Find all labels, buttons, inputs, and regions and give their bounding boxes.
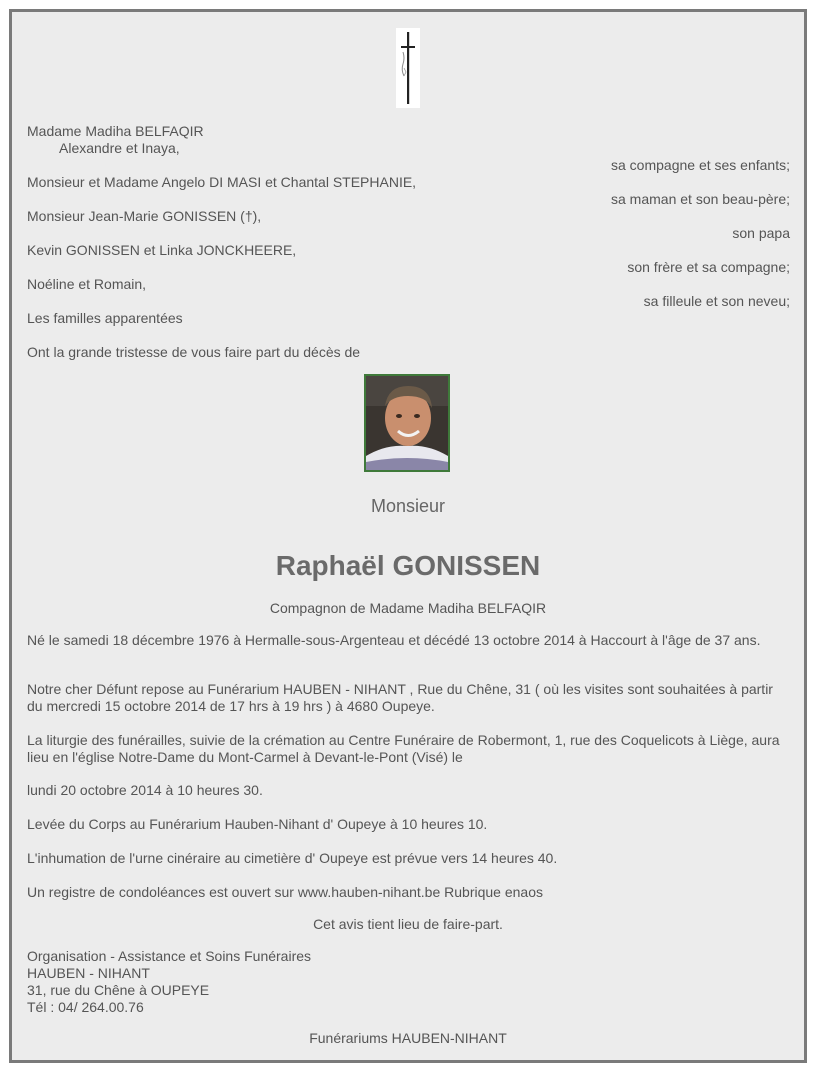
registry-line: Un registre de condoléances est ouvert sur www.hauben-nihant.be Rubrique enaos	[27, 884, 543, 900]
family-line-6: Noéline et Romain,	[27, 276, 147, 292]
liturgy-paragraph: La liturgie des funérailles, suivie de la crémation au Centre Funéraire de Robermont, 1, rue des Coquelicots à Liège, aura lieu en l'église Notre-Dame du Mont-Carmel à Devant-le-Pont (Visé) le	[27, 732, 780, 765]
family-line-1: Madame Madiha BELFAQIR	[27, 123, 204, 139]
honorific: Monsieur	[370, 496, 446, 516]
org-phone: Tél : 04/ 264.00.76	[27, 999, 144, 1015]
announcement-line: Ont la grande tristesse de vous faire part du décès de	[27, 344, 361, 360]
deceased-name: Raphaël GONISSEN	[275, 550, 541, 581]
family-line-4: Monsieur Jean-Marie GONISSEN (†),	[27, 208, 262, 224]
family-line-5: Kevin GONISSEN et Linka JONCKHEERE,	[27, 242, 297, 258]
family-line-7: Les familles apparentées	[27, 310, 183, 326]
relation-line-4: son frère et sa compagne;	[627, 259, 790, 275]
relation-line-5: sa filleule et son neveu;	[643, 293, 790, 309]
cross-svg	[396, 28, 420, 108]
family-line-2: Alexandre et Inaya,	[59, 140, 180, 156]
portrait-svg	[366, 376, 448, 470]
org-line-1: Organisation - Assistance et Soins Funéraires	[27, 948, 312, 964]
notice-line: Cet avis tient lieu de faire-part.	[313, 916, 503, 932]
cross-icon	[396, 28, 420, 108]
ceremony-date: lundi 20 octobre 2014 à 10 heures 30.	[27, 782, 263, 798]
obituary-frame	[9, 9, 807, 1063]
birth-death-paragraph: Né le samedi 18 décembre 1976 à Hermalle-sous-Argenteau et décédé 13 octobre 2014 à Haccourt à l'âge de 37 ans.	[27, 632, 761, 648]
companion-line: Compagnon de Madame Madiha BELFAQIR	[269, 600, 547, 616]
deceased-portrait	[364, 374, 450, 472]
repose-paragraph: Notre cher Défunt repose au Funérarium HAUBEN - NIHANT , Rue du Chêne, 31 ( où les visites sont souhaitées à partir du mercredi 15 octobre 2014 de 17 hrs à 19 hrs ) à 4680 Oupeye.	[27, 681, 773, 714]
org-line-3: 31, rue du Chêne à OUPEYE	[27, 982, 210, 998]
org-line-2: HAUBEN - NIHANT	[27, 965, 150, 981]
inhumation-line: L'inhumation de l'urne cinéraire au cimetière d' Oupeye est prévue vers 14 heures 40.	[27, 850, 558, 866]
relation-line-3: son papa	[732, 225, 790, 241]
relation-line-2: sa maman et son beau-père;	[611, 191, 790, 207]
levee-line: Levée du Corps au Funérarium Hauben-Nihant d' Oupeye à 10 heures 10.	[27, 816, 488, 832]
relation-line-1: sa compagne et ses enfants;	[611, 157, 790, 173]
family-line-3: Monsieur et Madame Angelo DI MASI et Chantal STEPHANIE,	[27, 174, 417, 190]
footer-line: Funérariums HAUBEN-NIHANT	[309, 1030, 507, 1046]
